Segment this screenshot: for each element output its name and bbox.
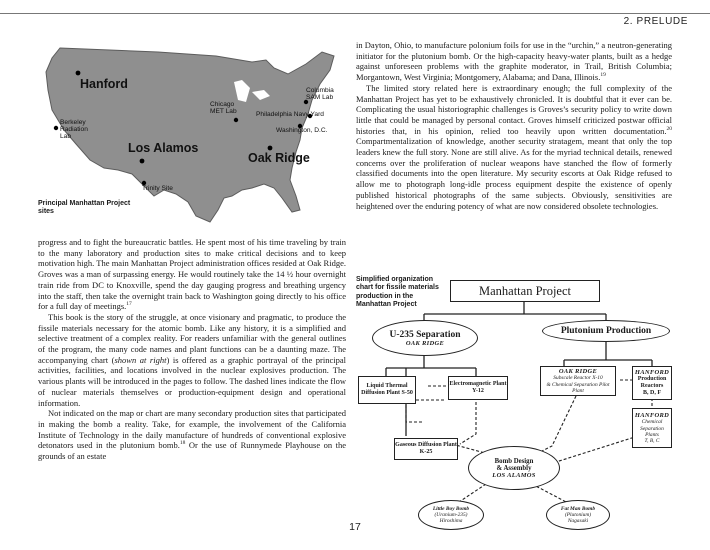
header-rule	[0, 13, 710, 14]
chart-caption: Simplified organization chart for fissile materials production in the Manhattan Project	[356, 276, 439, 309]
paragraph: progress and to fight the bureaucratic battles. He spent most of his time traveling by train to the many laboratory and production sites to make critical decisions and to keep motivation high. The main Manhattan Project administration offices resided at Oak Ridge. Groves was a man of surpassing energy. He would routinely take the 14 ½ hour overnight train ride from DC to Knoxville, spend the day gauging progress and breathing urgency into the staff, then take the overnight train back to Washington going directly to his office for a full day of meetings.$^{17}$	[38, 237, 346, 312]
right-column-text	[356, 40, 672, 211]
little-boy-bomb-node: Little Boy Bomb (Uranium-235) Hiroshima	[418, 500, 484, 530]
fat-man-bomb-node: Fat Man Bomb (Plutonium) Nagasaki	[546, 500, 610, 530]
running-header: 2. PRELUDE	[623, 16, 688, 27]
berkeley-label: Berkeley Radiation Lab	[60, 119, 88, 140]
paragraph: The limited story related here is extraordinary enough; the full complexity of the Manhattan Project has yet to be exhaustively chronicled. It is doubtful that it ever can be. Complicating the usual historiographic challenges is Groves’s security policy to write down little that could be managed by personal contact. Groves himself criticized postwar official histories that, in his opinion, relied too heavily upon written documentation.$^{20}$ Compartmentalization of knowledge, another security stratagem, meant that only the top leaders knew the full story. None are still alive. As for the myriad technical details, renewed concerns over the proliferation of nuclear weapons have stanched the flow of formerly classified documents into the open literature. My security escorts at Oak Ridge refused to allow me to photograph long-idle process equipment despite the existence of openly published historical photographs of the same subjects. Obviously, sensitivities are heightened over the enduring potency of what are now considered obsolete technologies.	[356, 82, 672, 211]
hanford-chemical-separation-box: HANFORD Chemical Separation Plants T, B, C	[632, 408, 672, 448]
trinity-label: Trinity Site	[142, 185, 173, 192]
berkeley-marker	[54, 126, 58, 130]
columbia-label: Columbia SAM Lab	[306, 87, 334, 101]
oak-ridge-reactor-box: OAK RIDGE Subscale Reactor X-10 & Chemical Separation Pilot Plant	[540, 366, 616, 396]
plutonium-production-node: Plutonium Production	[542, 320, 670, 342]
footnote-ref: 20	[666, 125, 672, 132]
philadelphia-label: Philadelphia Navy Yard	[256, 111, 324, 118]
footnote-ref: 17	[126, 301, 132, 308]
gaseous-diffusion-plant-box: Gaseous Diffusion Plant K-25	[394, 438, 458, 460]
hanford-label: Hanford	[80, 77, 128, 91]
org-chart-figure	[356, 276, 672, 532]
oak-ridge-marker	[268, 146, 273, 151]
paragraph: in Dayton, Ohio, to manufacture polonium foils for use in the “urchin,” a neutron-generating initiator for the plutonium bomb. Or the high-capacity heavy-water plants, built as a hedge against unforeseen problems with the graphite moderator, in Trail, British Columbia; Morgantown, West Virginia; Montgomery, Alabama; and Dana, Illinois.$^{19}$	[356, 40, 672, 83]
bomb-design-node: Bomb Design & Assembly LOS ALAMOS	[468, 446, 560, 490]
sites-map-figure	[38, 40, 342, 228]
footnote-ref: 18	[179, 440, 186, 447]
paragraph: Not indicated on the map or chart are many secondary production sites that participated in making the bomb a reality. Take, for example, the involvement of the California Institute of Technology in the daily manufacture of hundreds of conventional explosive detonators used in the plutonium bomb.$^{18}$ Or the use of Runnymede Playhouse on the grounds of an estate	[38, 408, 347, 462]
paragraph: This book is the story of the struggle, at once visionary and pragmatic, to produce the fissile materials necessary for the atomic bomb. Like any history, it is a simplified and selective treatment of a complex reality. For readers unfamiliar with the general outlines of the program, the many code names and plant functions can be a daunting maze. The accompanying chart (shown at right) is offered as a graphic portrayal of the principal activities, facilities, and locations involved in the nuclear explosives production. The various plants will be introduced in the pages to follow. The dashed lines indicate the flow of nuclear materials themselves or production-equipment design and operational information.	[38, 311, 346, 408]
thermal-diffusion-plant-box: Liquid Thermal Diffusion Plant S-50	[358, 376, 416, 404]
footnote-ref: 19	[600, 72, 606, 79]
los-alamos-label: Los Alamos	[128, 141, 199, 155]
u235-separation-node: U-235 Separation OAK RIDGE	[372, 320, 478, 356]
chicago-label: Chicago MET Lab	[210, 101, 237, 115]
map-caption: Principal Manhattan Project sites	[38, 200, 131, 216]
chart-title-box: Manhattan Project	[450, 280, 600, 302]
washington-label: Washington, D.C.	[276, 127, 328, 134]
los-alamos-marker	[140, 159, 145, 164]
oak-ridge-label: Oak Ridge	[248, 151, 310, 165]
page-number: 17	[349, 521, 361, 533]
electromagnetic-plant-box: Electromagnetic Plant Y-12	[448, 376, 508, 400]
hanford-reactors-box: HANFORD Production Reactors B, D, F	[632, 366, 672, 400]
chicago-marker	[234, 118, 238, 122]
org-chart-connectors	[356, 276, 672, 532]
hanford-marker	[76, 71, 81, 76]
left-column-text	[38, 237, 346, 462]
